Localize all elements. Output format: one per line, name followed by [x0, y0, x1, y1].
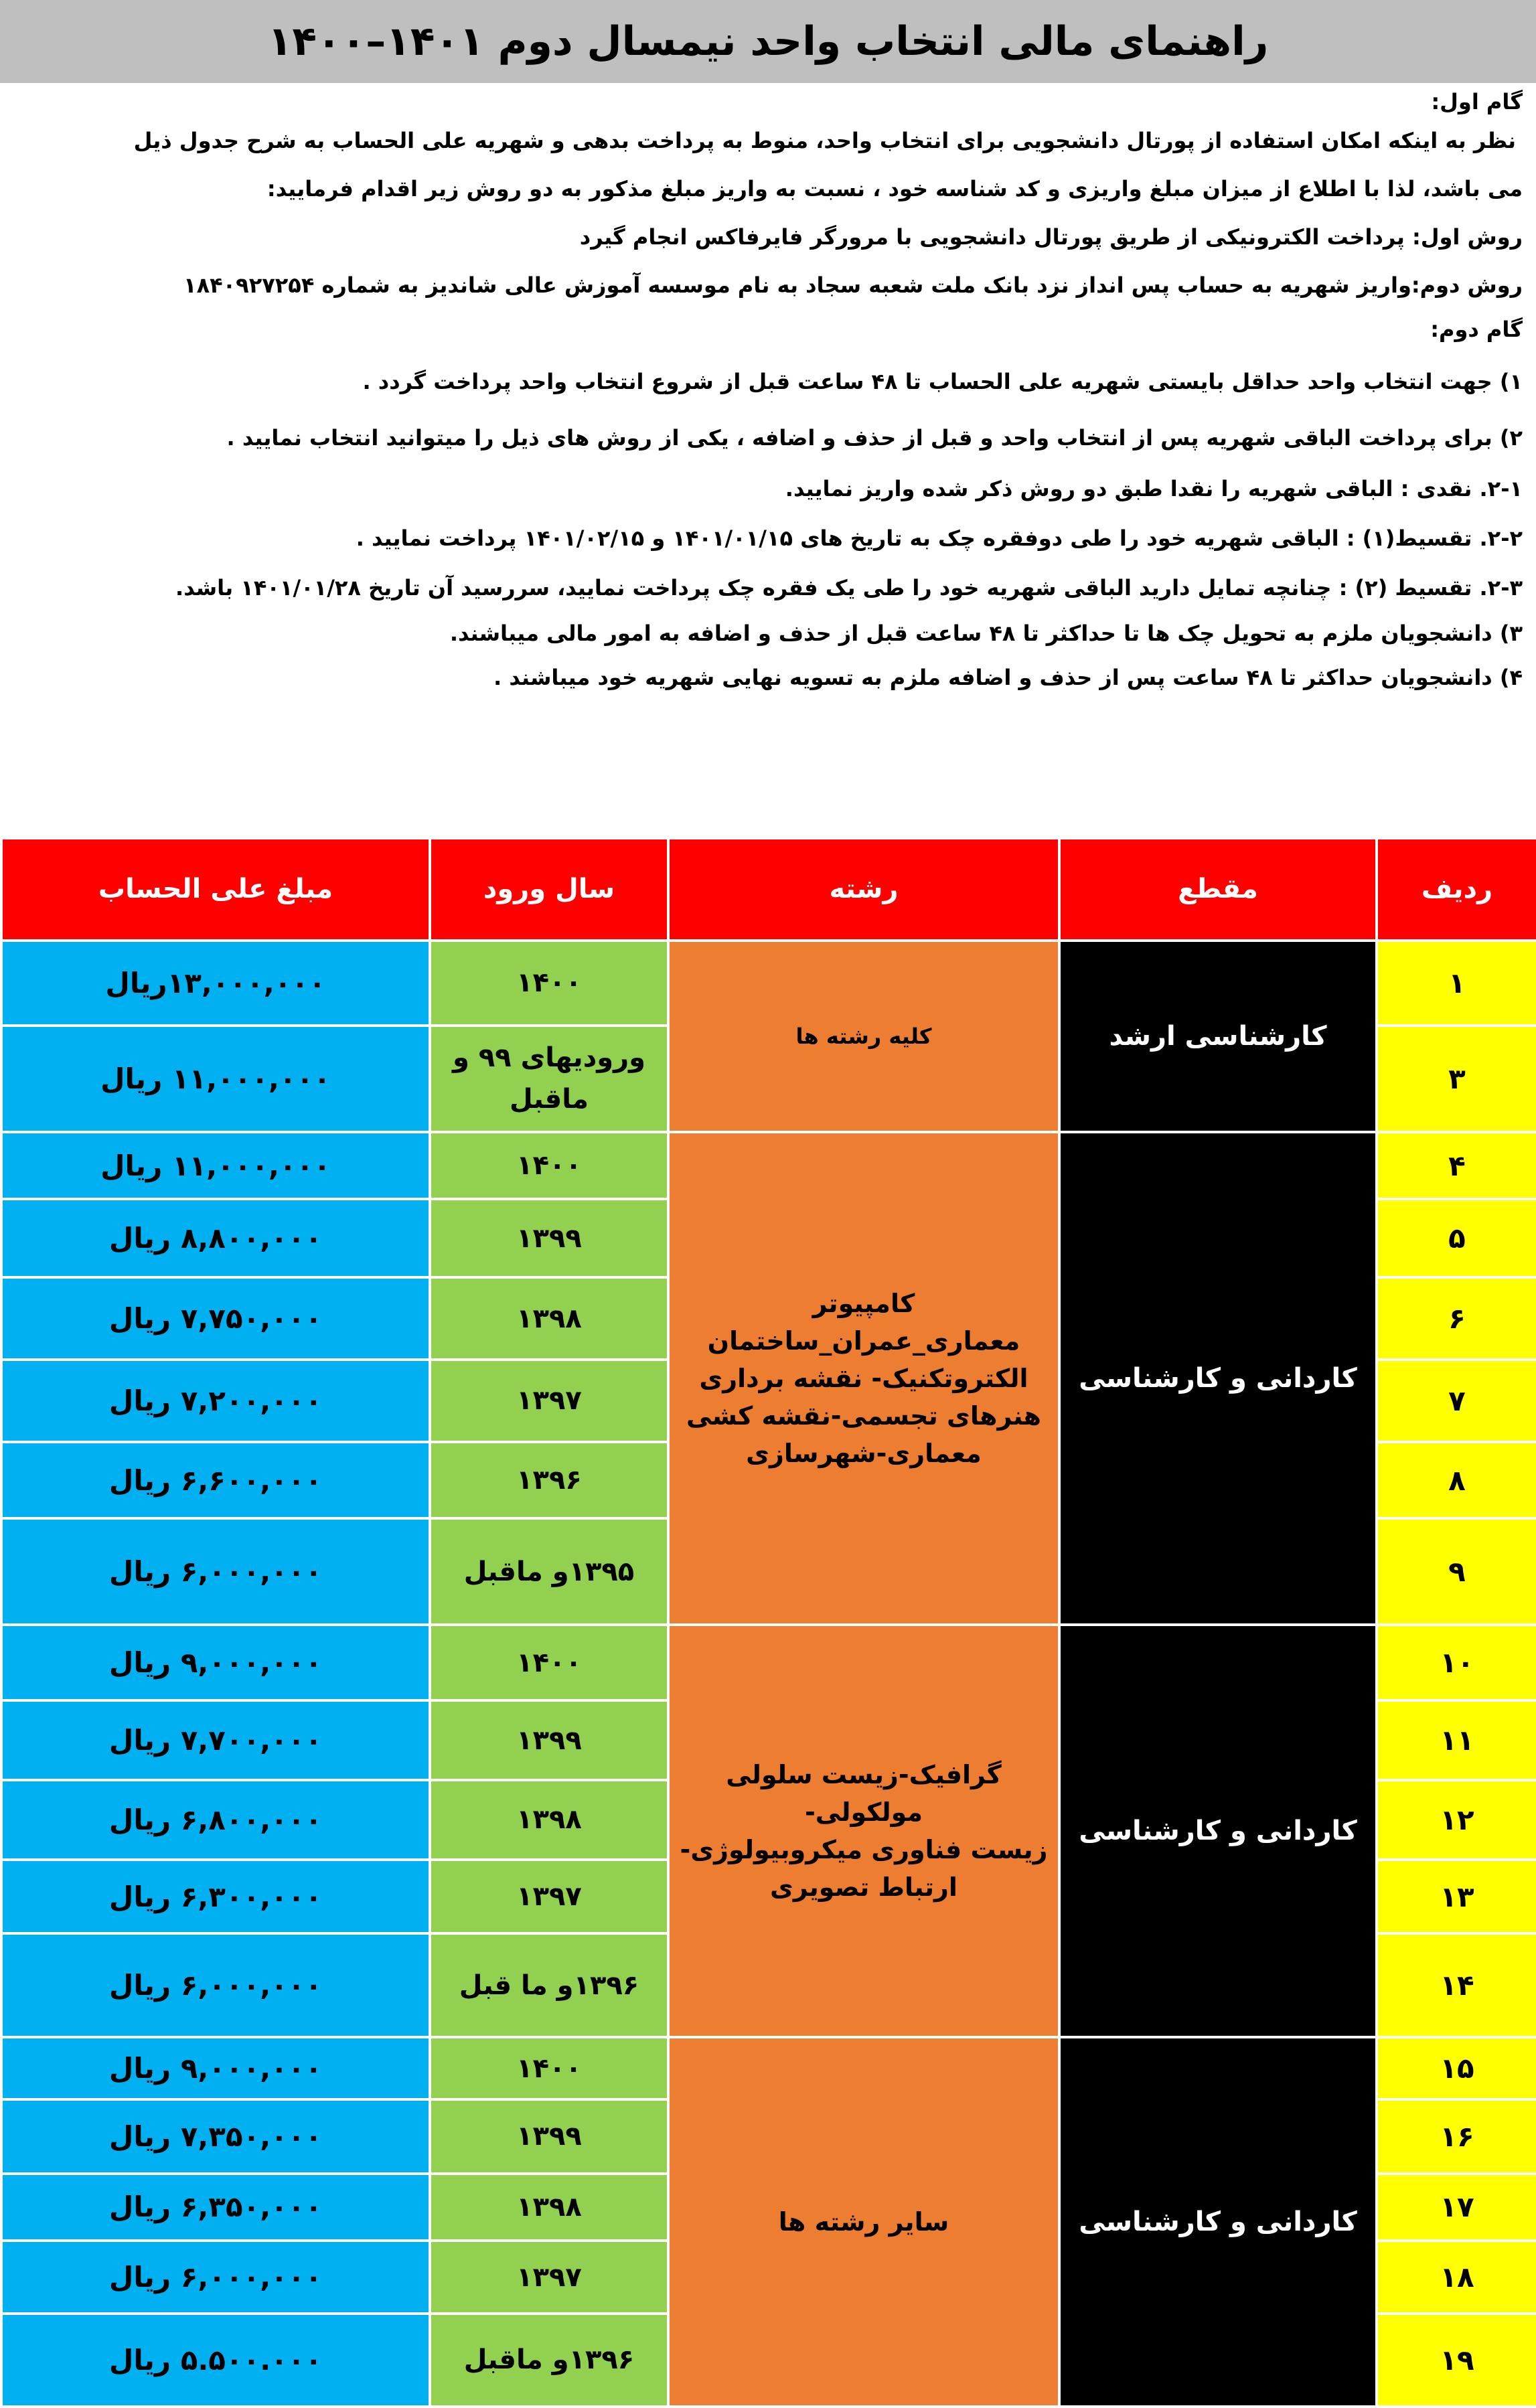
row-number: ۱۳ — [1377, 1860, 1536, 1934]
instruction-item: ۲-۱. نقدی : الباقی شهریه را نقدا طبق دو روش ذکر شده واریز نمایید. — [785, 476, 1523, 501]
entry-year: ۱۴۰۰ — [430, 2037, 668, 2099]
row-number: ۱۷ — [1377, 2174, 1536, 2241]
major-cell: سایر رشته ها — [668, 2037, 1059, 2407]
header-major: رشته — [668, 838, 1059, 941]
entry-year: ۱۳۹۶ — [430, 1442, 668, 1519]
entry-year: ۱۳۹۶و ماقبل — [430, 2314, 668, 2407]
entry-year: ۱۳۹۶و ما قبل — [430, 1933, 668, 2037]
instruction-item: ۲) برای پرداخت الباقی شهریه پس از انتخاب واحد و قبل از حذف و اضافه ، یکی از روش های ذیل را میتوانید انتخاب نمایید . — [226, 425, 1523, 451]
entry-year: ۱۴۰۰ — [430, 1625, 668, 1700]
entry-year: ۱۳۹۷ — [430, 2241, 668, 2314]
amount: ۶,۳۵۰,۰۰۰ ریال — [1, 2174, 430, 2241]
degree-cell: کارشناسی ارشد — [1059, 941, 1377, 1132]
table-row — [1, 941, 1536, 1026]
page-title: راهنمای مالی انتخاب واحد نیمسال دوم ۱۴۰۱–۱۴۰۰ — [0, 0, 1536, 83]
amount: ۱۱,۰۰۰,۰۰۰ ریال — [1, 1026, 430, 1132]
entry-year: ۱۳۹۹ — [430, 1199, 668, 1277]
major-cell: گرافیک-زیست سلولی مولکولی- زیست فناوری میکروبیولوژی- ارتباط تصویری — [668, 1625, 1059, 2037]
table-row — [1, 1132, 1536, 1200]
row-number: ۱۰ — [1377, 1625, 1536, 1700]
row-number: ۸ — [1377, 1442, 1536, 1519]
fee-table — [0, 837, 1536, 2408]
entry-year: ۱۳۹۷ — [430, 1860, 668, 1934]
header-amount: مبلغ علی الحساب — [1, 838, 430, 941]
row-number: ۱ — [1377, 941, 1536, 1026]
amount: ۶,۸۰۰,۰۰۰ ریال — [1, 1780, 430, 1860]
entry-year: ۱۳۹۸ — [430, 1277, 668, 1360]
row-number: ۱۴ — [1377, 1933, 1536, 2037]
row-number: ۹ — [1377, 1518, 1536, 1625]
amount: ۷,۳۵۰,۰۰۰ ریال — [1, 2099, 430, 2174]
row-number: ۱۱ — [1377, 1700, 1536, 1780]
amount: ۶,۰۰۰,۰۰۰ ریال — [1, 1933, 430, 2037]
payment-method-one: روش اول: پرداخت الکترونیکی از طریق پورتال دانشجویی با مرورگر فایرفاکس انجام گیرد — [579, 224, 1523, 250]
row-number: ۷ — [1377, 1360, 1536, 1442]
row-number: ۵ — [1377, 1199, 1536, 1277]
entry-year: ورودیهای ۹۹ و ماقبل — [430, 1026, 668, 1132]
amount: ۵.۵۰۰.۰۰۰ ریال — [1, 2314, 430, 2407]
amount: ۶,۰۰۰,۰۰۰ ریال — [1, 2241, 430, 2314]
amount: ۷,۲۰۰,۰۰۰ ریال — [1, 1360, 430, 1442]
instruction-item: ۲-۲. تقسیط(۱) : الباقی شهریه خود را طی دوفقره چک به تاریخ های ۱۴۰۱/۰۱/۱۵ و ۱۴۰۱/۰۲/۱۵ پرداخت نمایید . — [356, 526, 1523, 551]
step-one-heading: گام اول: — [1431, 89, 1523, 114]
row-number: ۳ — [1377, 1026, 1536, 1132]
instruction-item: ۳) دانشجویان ملزم به تحویل چک ها تا حداکثر تا ۴۸ ساعت قبل از حذف و اضافه به امور مالی میباشند. — [449, 621, 1523, 646]
header-row-number: ردیف — [1377, 838, 1536, 941]
major-cell: کامپیوتر معماری_عمران_ساختمان الکتروتکنیک- نقشه برداری هنرهای تجسمی-نقشه کشی معماری-شهرسازی — [668, 1132, 1059, 1625]
amount: ۹,۰۰۰,۰۰۰ ریال — [1, 2037, 430, 2099]
payment-method-two: روش دوم:واریز شهریه به حساب پس انداز نزد بانک ملت شعبه سجاد به نام موسسه آموزش عالی شاندیز به شماره ۱۸۴۰۹۲۷۲۵۴ — [183, 272, 1523, 298]
row-number: ۱۶ — [1377, 2099, 1536, 2174]
amount: ۱۳,۰۰۰,۰۰۰ریال — [1, 941, 430, 1026]
entry-year: ۱۳۹۷ — [430, 1360, 668, 1442]
major-cell: کلیه رشته ها — [668, 941, 1059, 1132]
entry-year: ۱۳۹۸ — [430, 1780, 668, 1860]
amount: ۶,۳۰۰,۰۰۰ ریال — [1, 1860, 430, 1934]
table-row — [1, 1625, 1536, 1700]
step-two-heading: گام دوم: — [1430, 317, 1523, 342]
instruction-line: می باشد، لذا با اطلاع از میزان مبلغ واریزی و کد شناسه خود ، نسبت به واریز مبلغ مذکور به دو روش زیر اقدام فرمایید: — [266, 176, 1523, 202]
entry-year: ۱۳۹۹ — [430, 2099, 668, 2174]
row-number: ۱۹ — [1377, 2314, 1536, 2407]
amount: ۶,۰۰۰,۰۰۰ ریال — [1, 1518, 430, 1625]
row-number: ۴ — [1377, 1132, 1536, 1200]
amount: ۸,۸۰۰,۰۰۰ ریال — [1, 1199, 430, 1277]
header-degree: مقطع — [1059, 838, 1377, 941]
row-number: ۱۵ — [1377, 2037, 1536, 2099]
entry-year: ۱۳۹۵و ماقبل — [430, 1518, 668, 1625]
instruction-item: ۲-۳. تقسیط (۲) : چنانچه تمایل دارید الباقی شهریه خود را طی یک فقره چک پرداخت نمایید، سررسید آن تاریخ ۱۴۰۱/۰۱/۲۸ باشد. — [175, 575, 1523, 600]
instruction-item: ۴) دانشجویان حداکثر تا ۴۸ ساعت پس از حذف و اضافه ملزم به تسویه نهایی شهریه خود میباشند . — [493, 665, 1523, 690]
degree-cell: کاردانی و کارشناسی — [1059, 1132, 1377, 1625]
instruction-item: ۱) جهت انتخاب واحد حداقل بایستی شهریه علی الحساب تا ۴۸ ساعت قبل از شروع انتخاب واحد پرداخت گردد . — [362, 369, 1523, 394]
entry-year: ۱۳۹۸ — [430, 2174, 668, 2241]
table-row — [1, 2037, 1536, 2099]
amount: ۷,۷۵۰,۰۰۰ ریال — [1, 1277, 430, 1360]
row-number: ۱۲ — [1377, 1780, 1536, 1860]
row-number: ۶ — [1377, 1277, 1536, 1360]
amount: ۹,۰۰۰,۰۰۰ ریال — [1, 1625, 430, 1700]
amount: ۶,۶۰۰,۰۰۰ ریال — [1, 1442, 430, 1519]
amount: ۱۱,۰۰۰,۰۰۰ ریال — [1, 1132, 430, 1200]
entry-year: ۱۳۹۹ — [430, 1700, 668, 1780]
table-header-row — [1, 838, 1536, 941]
header-entry-year: سال ورود — [430, 838, 668, 941]
entry-year: ۱۴۰۰ — [430, 1132, 668, 1200]
degree-cell: کاردانی و کارشناسی — [1059, 1625, 1377, 2037]
entry-year: ۱۴۰۰ — [430, 941, 668, 1026]
amount: ۷,۷۰۰,۰۰۰ ریال — [1, 1700, 430, 1780]
row-number: ۱۸ — [1377, 2241, 1536, 2314]
degree-cell: کاردانی و کارشناسی — [1059, 2037, 1377, 2407]
instruction-line: نظر به اینکه امکان استفاده از پورتال دانشجویی برای انتخاب واحد، منوط به پرداخت بدهی و شهریه علی الحساب به شرح جدول ذیل — [133, 128, 1516, 153]
